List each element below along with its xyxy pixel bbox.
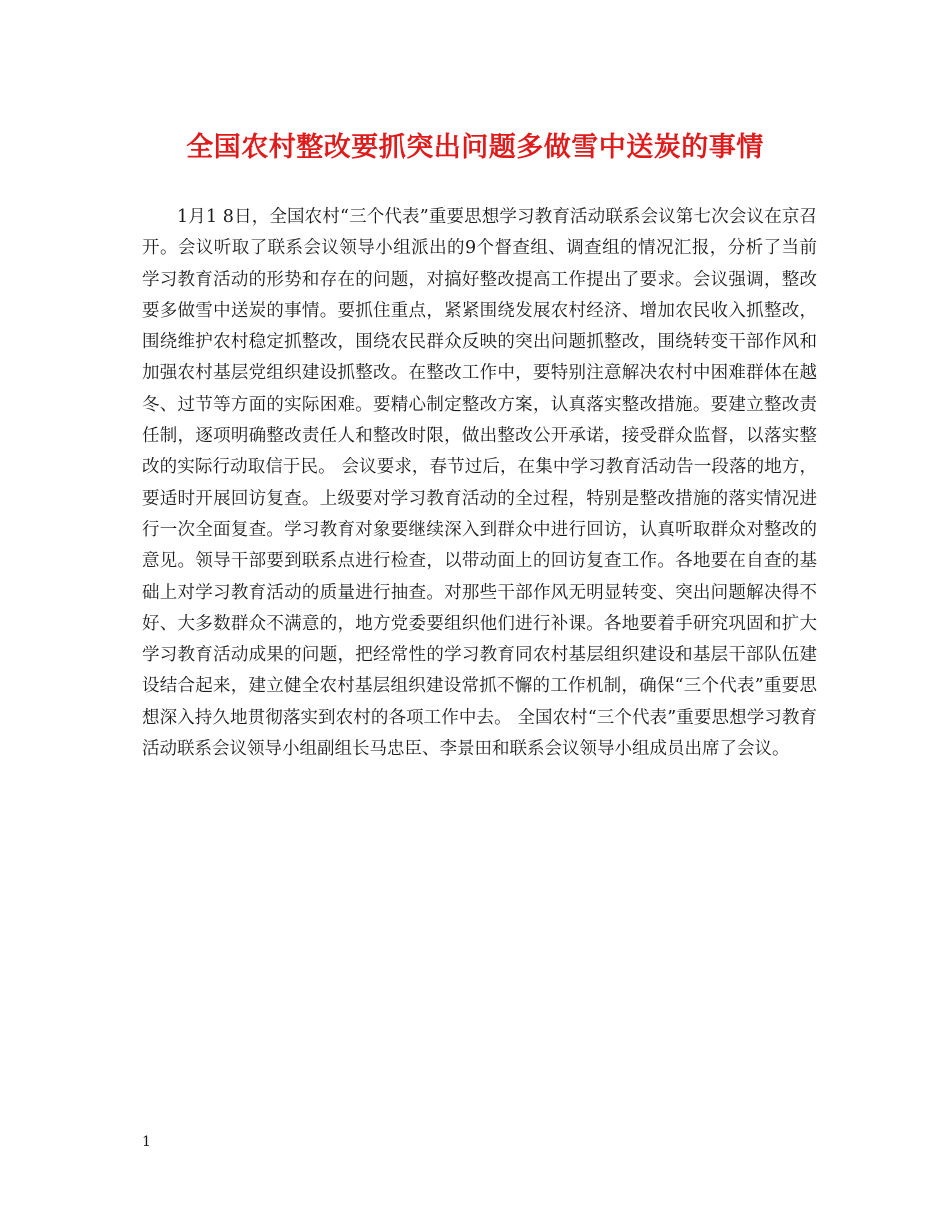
document-body-paragraph: 1月1 8日，全国农村“三个代表”重要思想学习教育活动联系会议第七次会议在京召开。会议听取了联系会议领导小组派出的9个督查组、调查组的情况汇报，分析了当前学习教育活动的形势和存在的问题，对搞好整改提高工作提出了要求。会议强调，整改要多做雪中送炭的事情。要抓住重点，紧紧围绕发展农村经济、增加农民收入抓整改，围绕维护农村稳定抓整改，围绕农民群众反映的突出问题抓整改，围绕转变干部作风和加强农村基层党组织建设抓整改。在整改工作中，要特别注意解决农村中困难群体在越冬、过节等方面的实际困难。要精心制定整改方案，认真落实整改措施。要建立整改责任制，逐项明确整改责任人和整改时限，做出整改公开承诺，接受群众监督，以落实整改的实际行动取信于民。 会议要求，春节过后，在集中学习教育活动告一段落的地方，要适时开展回访复查。上级要对学习教育活动的全过程，特别是整改措施的落实情况进行一次全面复查。学习教育对象要继续深入到群众中进行回访，认真听取群众对整改的意见。领导干部要到联系点进行检查，以带动面上的回访复查工作。各地要在自查的基础上对学习教育活动的质量进行抽查。对那些干部作风无明显转变、突出问题解决得不好、大多数群众不满意的，地方党委要组织他们进行补课。各地要着手研究巩固和扩大学习教育活动成果的问题，把经常性的学习教育同农村基层组织建设和基层干部队伍建设结合起来，建立健全农村基层组织建设常抓不懈的工作机制，确保“三个代表”重要思想深入持久地贯彻落实到农村的各项工作中去。 全国农村“三个代表”重要思想学习教育活动联系会议领导小组副组长马忠臣、李景田和联系会议领导小组成员出席了会议。 xyxy=(142,207,817,760)
document-title: 全国农村整改要抓突出问题多做雪中送炭的事情 xyxy=(186,132,764,163)
page-number: 1 xyxy=(142,1134,151,1150)
